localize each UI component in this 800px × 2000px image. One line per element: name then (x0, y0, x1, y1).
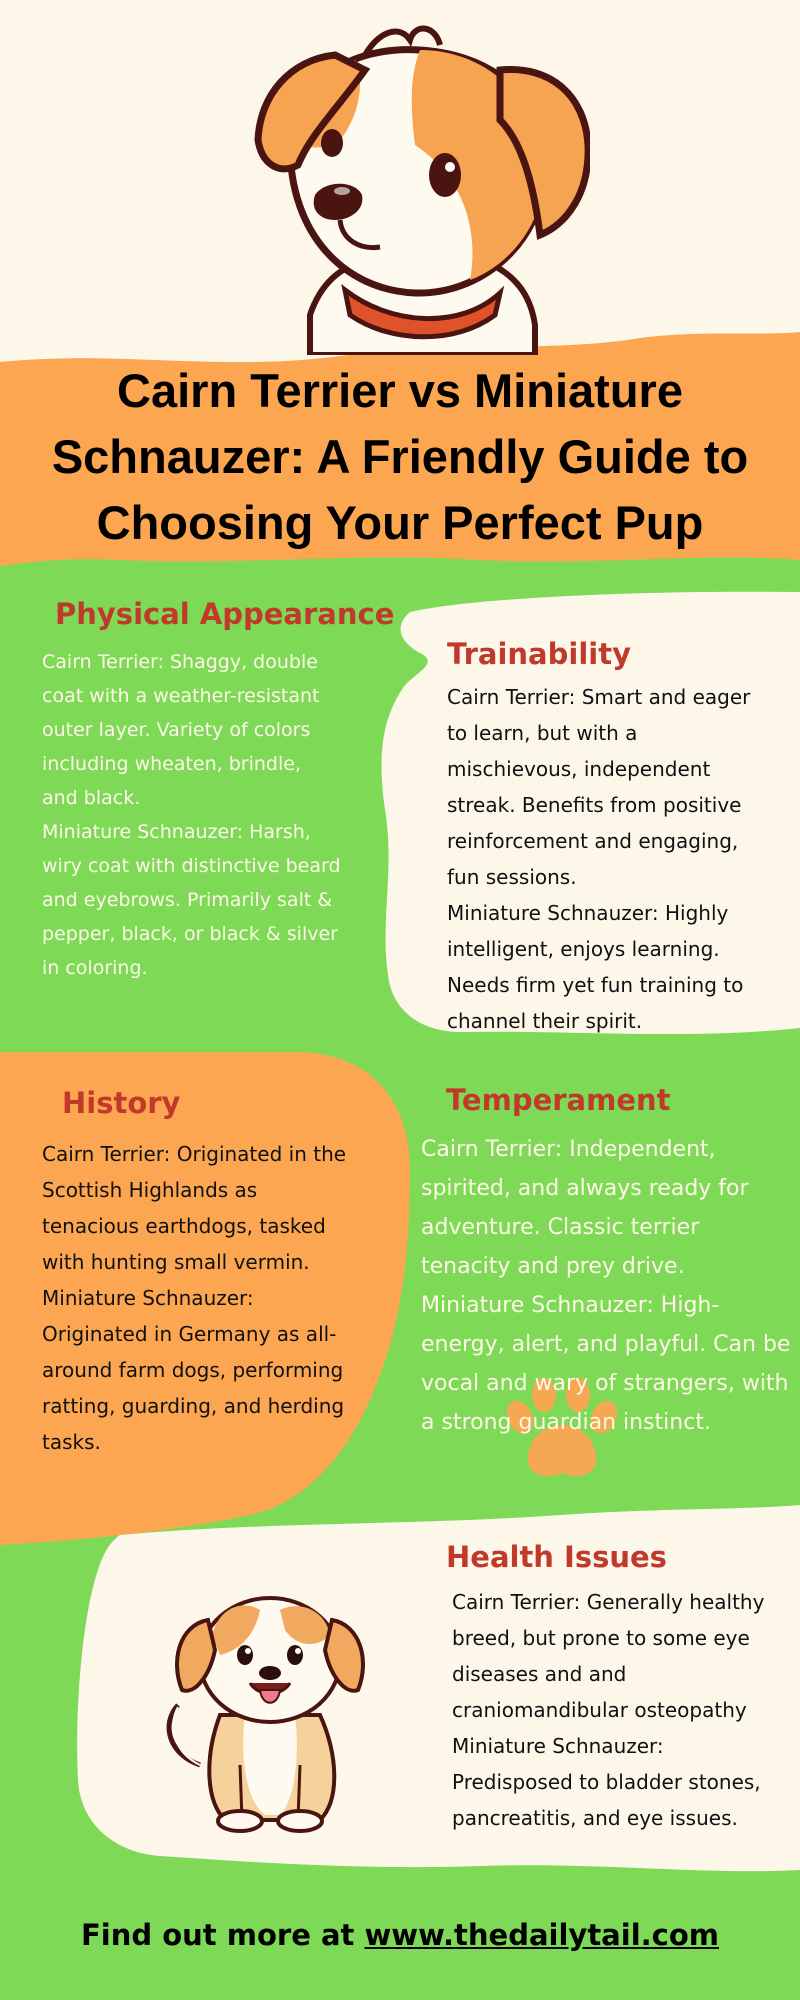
health-cairn-text: Cairn Terrier: Generally healthy breed, but prone to some eye diseases and and craniomandibular osteopathy (452, 1590, 765, 1722)
history-body (42, 1136, 352, 1460)
temperament-schnauzer-text: Miniature Schnauzer: High-energy, alert, and playful. Can be vocal and wary of strangers, with a strong guardian instinct. (421, 1293, 791, 1435)
physical-cairn-text: Cairn Terrier: Shaggy, double coat with a weather-resistant outer layer. Variety of colors including wheaten, brindle, and black. (42, 651, 320, 809)
footer (0, 1918, 800, 1952)
trainability-heading: Trainability (447, 637, 631, 671)
physical-schnauzer-text: Miniature Schnauzer: Harsh, wiry coat with distinctive beard and eyebrows. Primarily salt & pepper, black, or black & silver in coloring. (42, 821, 341, 979)
website-link[interactable]: www.thedailytail.com (364, 1918, 719, 1952)
temperament-cairn-text: Cairn Terrier: Independent, spirited, and always ready for adventure. Classic terrier tenacity and prey drive. (421, 1137, 749, 1279)
trainability-cairn-text: Cairn Terrier: Smart and eager to learn, but with a mischievous, independent streak. Benefits from positive reinforcement and engaging, fun sessions. (447, 685, 751, 889)
footer-prefix: Find out more at (80, 1918, 365, 1952)
physical-appearance-body (42, 645, 342, 985)
health-schnauzer-text: Miniature Schnauzer: Predisposed to bladder stones, pancreatitis, and eye issues. (452, 1734, 761, 1830)
trainability-body (447, 679, 757, 1039)
history-schnauzer-text: Miniature Schnauzer: Originated in Germany as all-around farm dogs, performing ratting, guarding, and herding tasks. (42, 1286, 345, 1454)
dog-head-illustration (250, 25, 590, 355)
trainability-schnauzer-text: Miniature Schnauzer: Highly intelligent, enjoys learning. Needs firm yet fun training to channel their spirit. (447, 901, 744, 1033)
health-issues-heading: Health Issues (446, 1540, 667, 1574)
history-cairn-text: Cairn Terrier: Originated in the Scottish Highlands as tenacious earthdogs, tasked with hunting small vermin. (42, 1142, 347, 1274)
sitting-puppy-illustration (150, 1565, 390, 1835)
physical-appearance-heading: Physical Appearance (55, 597, 395, 631)
health-issues-body (452, 1584, 772, 1836)
temperament-heading: Temperament (446, 1083, 671, 1117)
temperament-body (421, 1130, 791, 1442)
history-heading: History (62, 1086, 181, 1120)
page-title: Cairn Terrier vs Miniature Schnauzer: A Friendly Guide to Choosing Your Perfect Pup (51, 364, 749, 549)
